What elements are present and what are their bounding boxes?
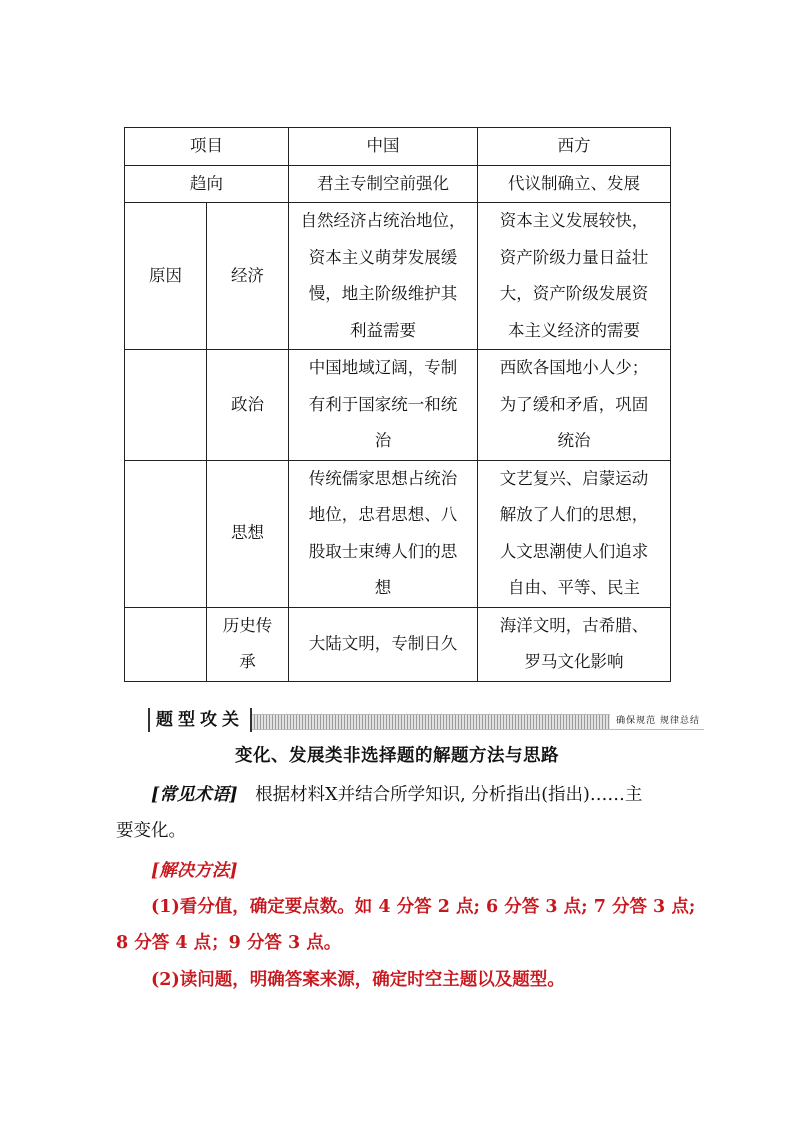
politics-west (478, 350, 671, 461)
row-label-heritage (207, 607, 289, 681)
trend-west: 代议制确立、发展 (478, 165, 671, 203)
cell-line: 资产阶级力量日益壮 (499, 247, 649, 267)
method-tag-text: [解决方法] (151, 861, 238, 881)
table-row-trend (125, 165, 671, 203)
cell-line: 想 (374, 578, 392, 597)
cell-line: 大陆文明，专制日久 (308, 633, 458, 653)
thought-west (478, 460, 671, 607)
header-china: 中国 (289, 128, 478, 166)
cell-line: 地位，忠君思想、八 (308, 505, 458, 524)
cell-line: 解放了人们的思想， (499, 505, 649, 524)
heritage-west (478, 607, 671, 681)
header-west: 西方 (478, 128, 671, 166)
blank-cell (125, 607, 207, 681)
heritage-china (289, 607, 478, 681)
banner-subtitle: 确保规范 规律总结 (610, 713, 704, 729)
method-line-1: (1)看分值，确定要点数。如 4 分答 2 点; 6 分答 3 点; 7 分答 3 点; (151, 897, 696, 917)
cell-line: 罗马文化影响 (524, 652, 624, 671)
method-line-3: (2)读问题，明确答案来源，确定时空主题以及题型。 (151, 970, 565, 990)
common-terms-tag: [常见术语] (151, 785, 238, 805)
cell-line: 承 (239, 652, 256, 671)
banner-title: 题型攻关 (148, 708, 252, 732)
cell-line: 慢，地主阶级维护其 (308, 284, 458, 303)
cell-line: 传统儒家思想占统治 (308, 468, 458, 488)
cell-line: 人文思潮使人们追求 (499, 541, 649, 561)
cell-line: 文艺复兴、启蒙运动 (499, 468, 649, 488)
cell-line: 本主义经济的需要 (508, 320, 640, 340)
trend-label: 趋向 (125, 165, 289, 203)
section-banner (148, 708, 704, 734)
cell-line: 中国地域辽阔，专制 (308, 358, 458, 377)
economy-west (478, 203, 671, 350)
cell-line: 利益需要 (350, 320, 416, 340)
cell-line: 资本主义萌芽发展缓 (308, 247, 458, 267)
comparison-table (124, 127, 671, 682)
cell-line: 治 (374, 431, 392, 450)
cell-line: 大，资产阶级发展资 (499, 284, 649, 303)
cell-line: 为了缓和矛盾，巩固 (499, 394, 649, 414)
table-row-politics (125, 350, 671, 461)
common-terms-line (151, 777, 642, 813)
cell-line: 统治 (557, 431, 591, 450)
cell-line: 海洋文明，古希腊、 (499, 615, 649, 635)
table-header-row (125, 128, 671, 166)
reason-label: 原因 (125, 203, 207, 350)
thought-china (289, 460, 478, 607)
cell-line: 有利于国家统一和统 (308, 394, 458, 414)
common-terms-line-2: 要变化。 (116, 821, 186, 841)
table-row-heritage (125, 607, 671, 681)
header-item: 项目 (125, 128, 289, 166)
method-tag (151, 853, 238, 889)
trend-china: 君主专制空前强化 (289, 165, 478, 203)
common-terms-text: 根据材料X并结合所学知识, 分析指出(指出)……主 (255, 785, 643, 805)
section-heading: 变化、发展类非选择题的解题方法与思路 (235, 746, 559, 766)
politics-china (289, 350, 478, 461)
cell-line: 自然经济占统治地位， (300, 211, 466, 230)
blank-cell (125, 460, 207, 607)
row-label-politics: 政治 (207, 350, 289, 461)
row-label-thought: 思想 (207, 460, 289, 607)
cell-line: 历史传 (222, 615, 273, 635)
cell-line: 资本主义发展较快， (499, 211, 649, 230)
table-row-thought (125, 460, 671, 607)
cell-line: 自由、平等、民主 (508, 578, 640, 597)
cell-line: 西欧各国地小人少； (499, 358, 649, 377)
economy-china (289, 203, 478, 350)
row-label-economy: 经济 (207, 203, 289, 350)
method-line-2: 8 分答 4 点；9 分答 3 点。 (116, 933, 342, 953)
cell-line: 股取士束缚人们的思 (308, 541, 458, 561)
blank-cell (125, 350, 207, 461)
table-row-economy (125, 203, 671, 350)
